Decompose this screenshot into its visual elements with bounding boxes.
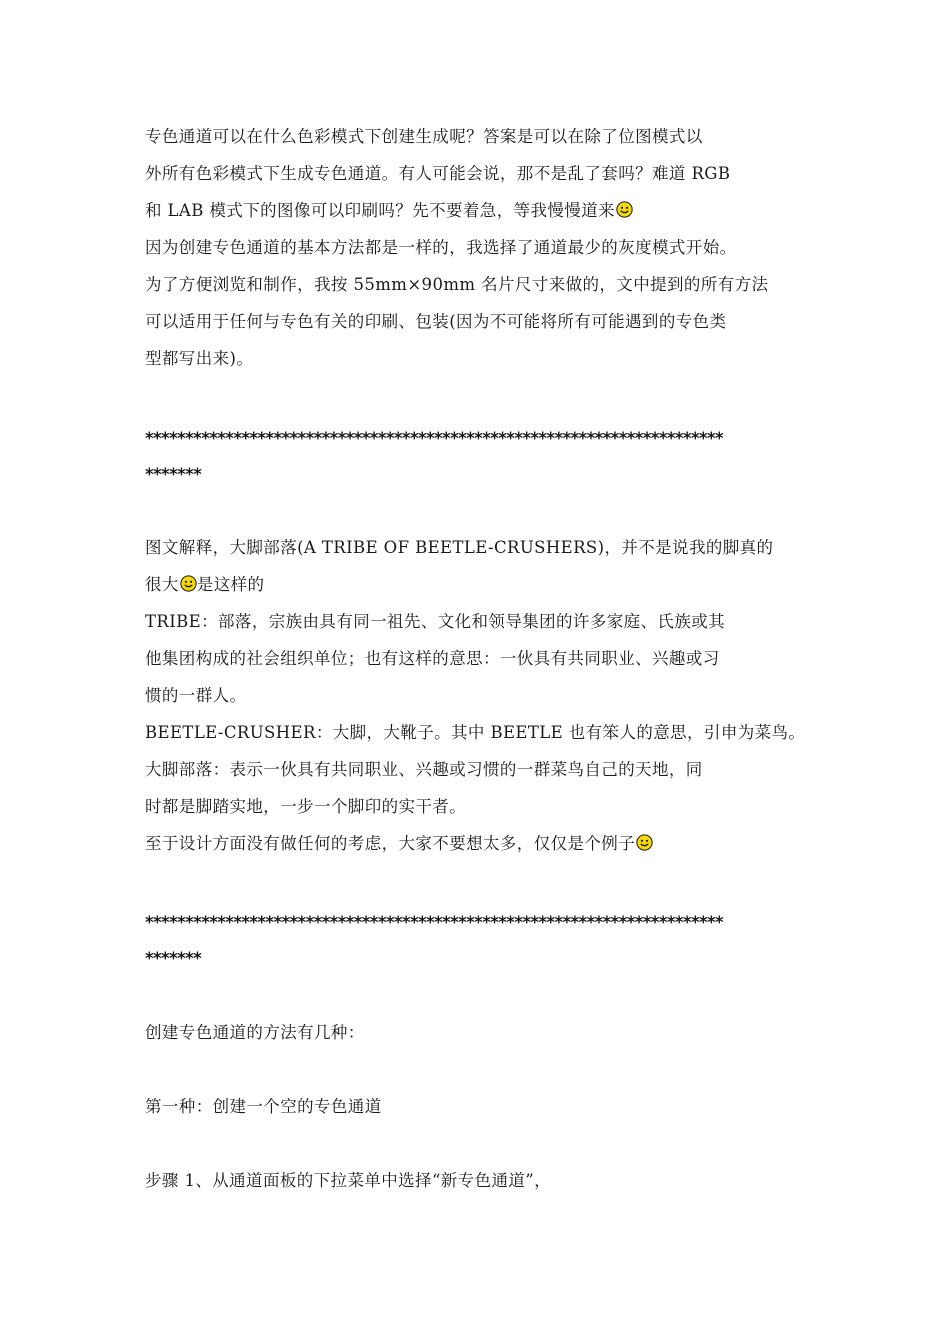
separator-stars: *******: [145, 465, 202, 484]
text-line: BEETLE-CRUSHER：大脚，大靴子。其中 BEETLE 也有笨人的意思，引申为菜鸟。: [145, 723, 806, 742]
text-line: TRIBE：部落，宗族由具有同一祖先、文化和领导集团的许多家庭、氏族或其: [145, 612, 726, 631]
separator-stars: ************************************************************************: [145, 429, 724, 448]
separator-stars: *******: [145, 949, 202, 968]
smiley-face-icon: [636, 834, 653, 851]
text-line: 因为创建专色通道的基本方法都是一样的，我选择了通道最少的灰度模式开始。: [145, 238, 737, 257]
text-line: [145, 833, 653, 855]
text-line: 可以适用于任何与专色有关的印刷、包装(因为不可能将所有可能遇到的专色类: [145, 312, 727, 331]
separator-stars: ************************************************************************: [145, 913, 724, 932]
text-line: 图文解释，大脚部落(A TRIBE OF BEETLE-CRUSHERS)，并不是说我的脚真的: [145, 538, 774, 557]
text-segment: 是这样的: [196, 575, 265, 594]
text-line: 第一种：创建一个空的专色通道: [145, 1097, 382, 1116]
text-line: 大脚部落：表示一伙具有共同职业、兴趣或习惯的一群菜鸟自己的天地，同: [145, 760, 703, 779]
text-line: 型都写出来)。: [145, 349, 254, 368]
text-line: 惯的一群人。: [145, 686, 247, 705]
text-line: 他集团构成的社会组织单位；也有这样的意思：一伙具有共同职业、兴趣或习: [145, 649, 720, 668]
text-line: 专色通道可以在什么色彩模式下创建生成呢？答案是可以在除了位图模式以: [145, 127, 703, 146]
text-line: 创建专色通道的方法有几种：: [145, 1023, 365, 1042]
text-line: 步骤 1、从通道面板的下拉菜单中选择“新专色通道”，: [145, 1171, 552, 1190]
text-line: 时都是脚踏实地，一步一个脚印的实干者。: [145, 797, 467, 816]
text-segment: 和 LAB 模式下的图像可以印刷吗？先不要着急，等我慢慢道来: [145, 201, 615, 220]
text-line: [145, 574, 264, 596]
text-line: [145, 200, 633, 222]
smiley-face-icon: [616, 201, 633, 218]
text-line: 外所有色彩模式下生成专色通道。有人可能会说，那不是乱了套吗？难道 RGB: [145, 164, 731, 183]
text-segment: 很大: [145, 575, 179, 594]
smiley-face-icon: [180, 575, 197, 592]
text-segment: 至于设计方面没有做任何的考虑，大家不要想太多，仅仅是个例子: [145, 834, 636, 853]
text-line: 为了方便浏览和制作，我按 55mm×90mm 名片尺寸来做的，文中提到的所有方法: [145, 275, 769, 294]
